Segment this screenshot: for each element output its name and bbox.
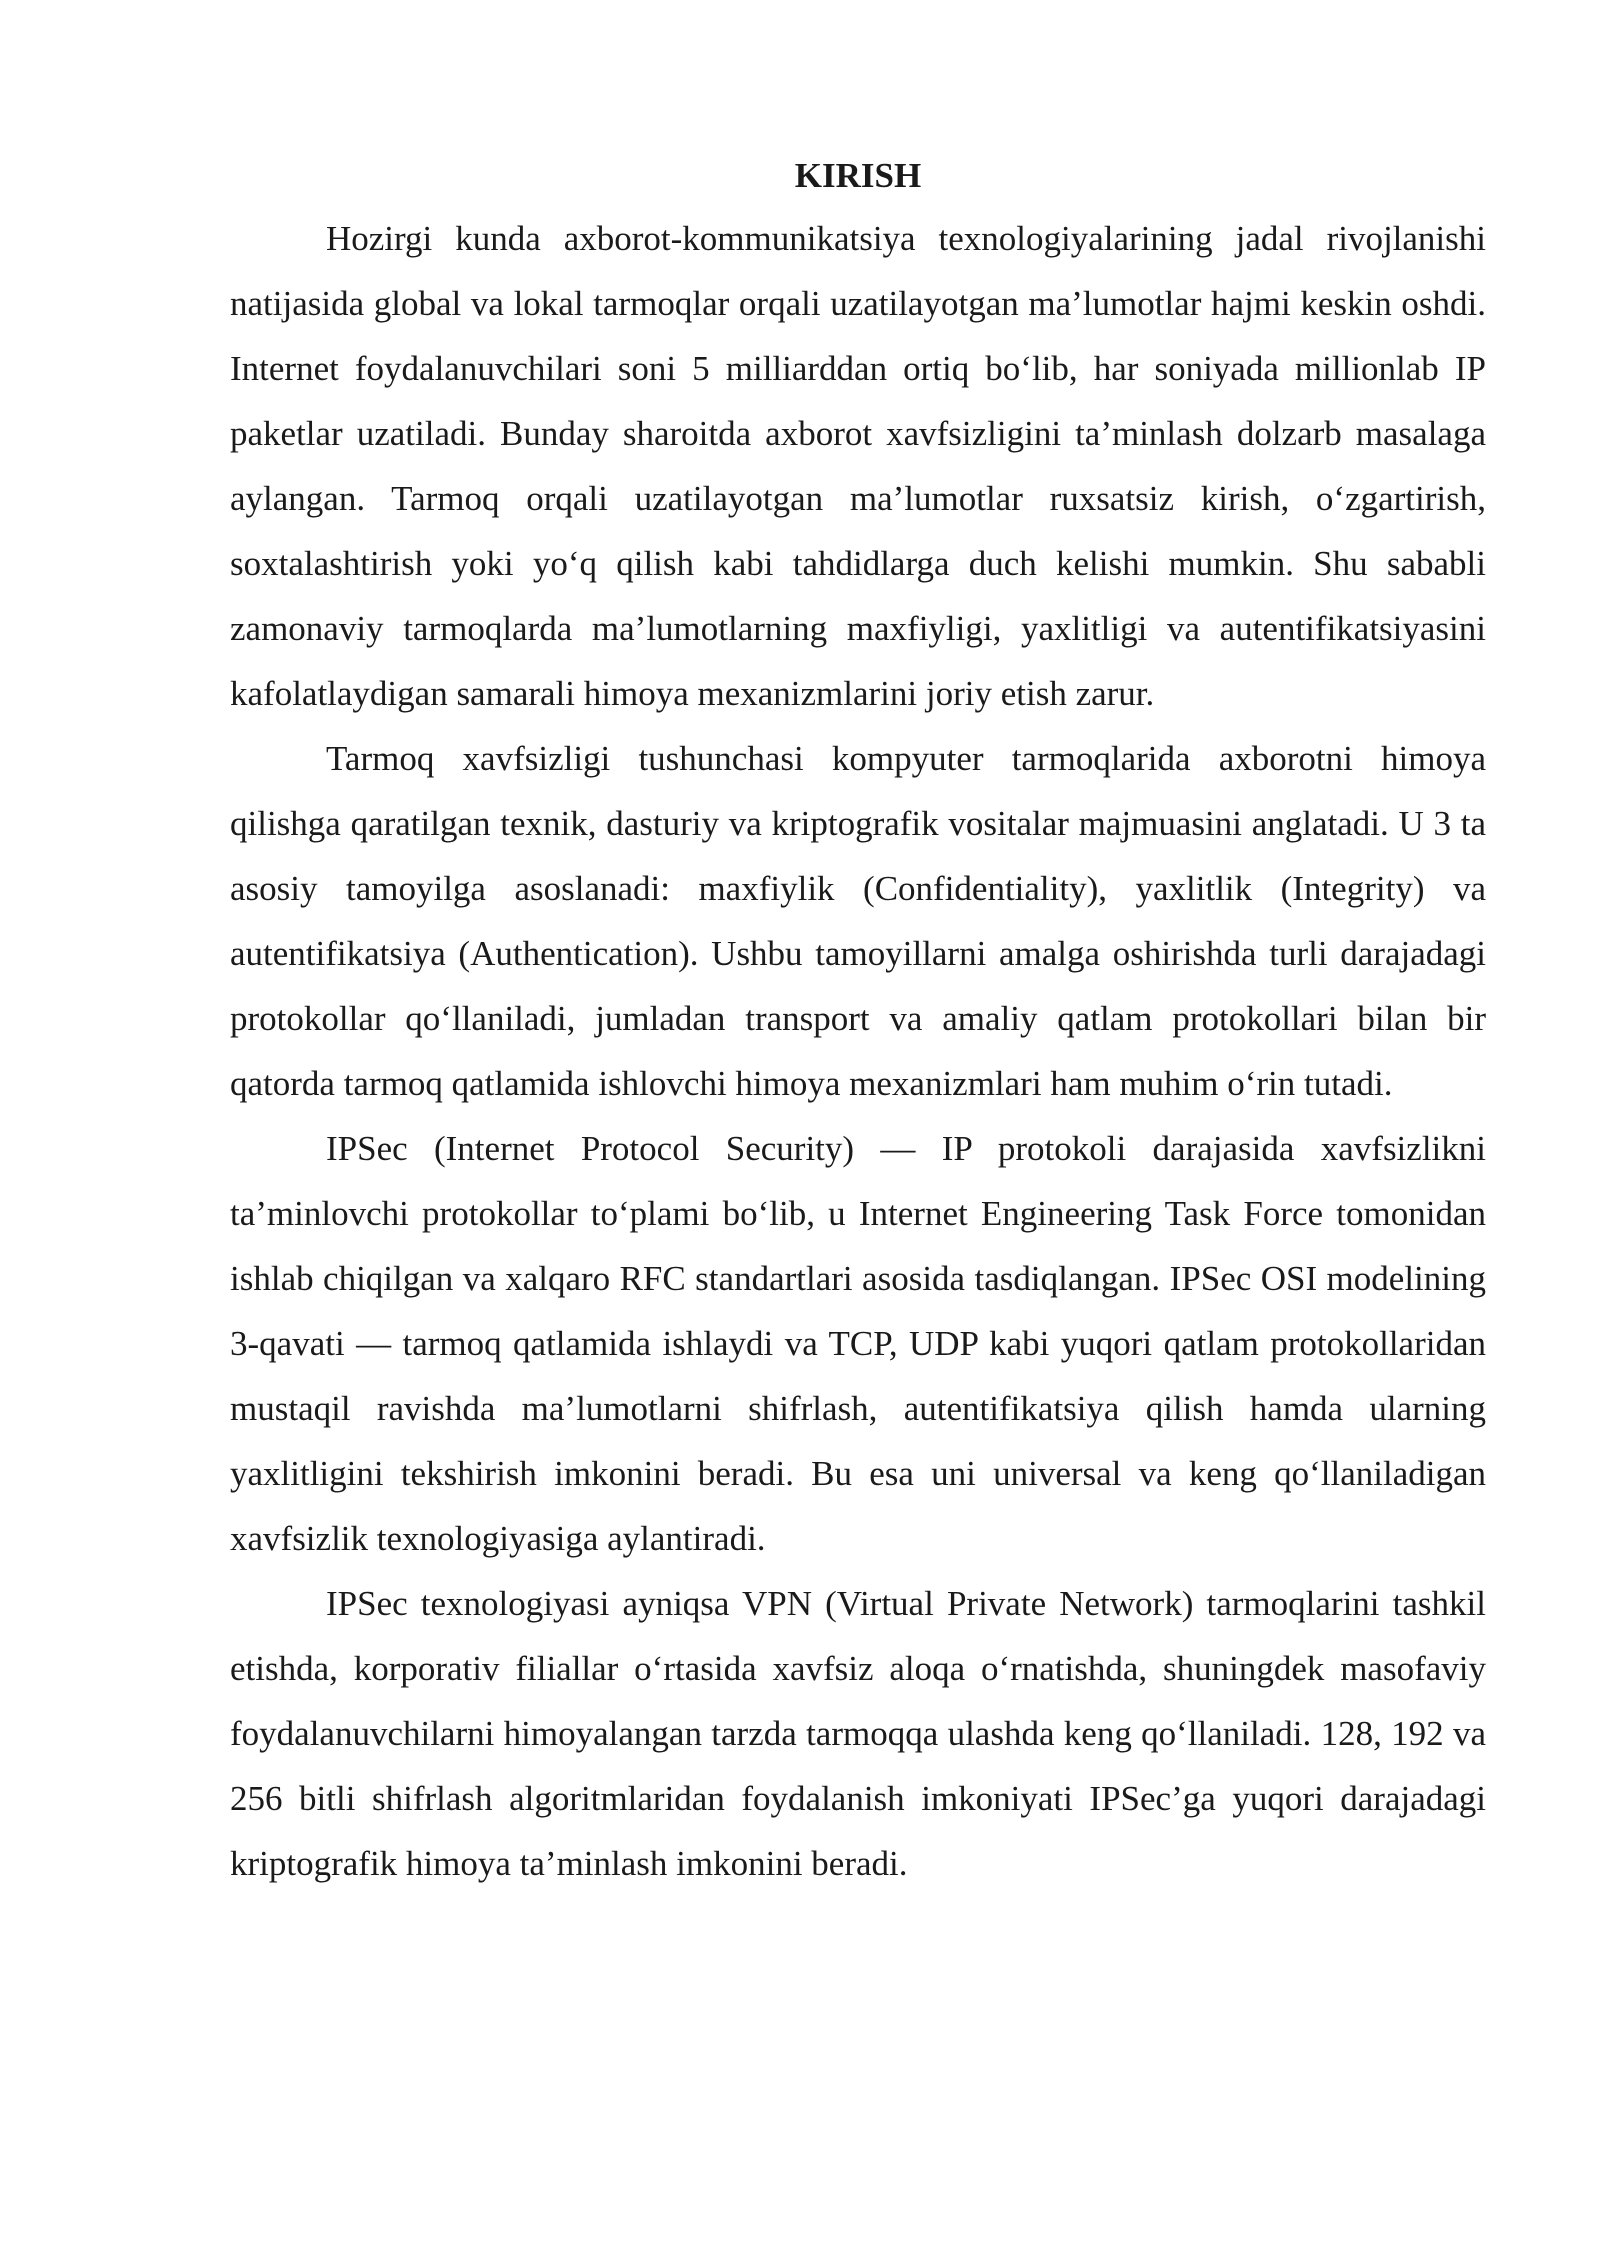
page-title: KIRISH [794, 156, 922, 195]
paragraph-3: IPSec (Internet Protocol Security) — IP protokoli darajasida xavfsizlikni ta’minlovchi protokollar to‘plami bo‘lib, u Internet Engineering Task Force tomonidan ishlab chiqilgan va xalqaro RFC standartlari asosida tasdiqlangan. IPSec OSI modelining 3-qavati — tarmoq qatlamida ishlaydi va TCP, UDP kabi yuqori qatlam protokollaridan mustaqil ravishda ma’lumotlarni shifrlash, autentifikatsiya qilish hamda ularning yaxlitligini tekshirish imkonini beradi. Bu esa uni universal va keng qo‘llaniladigan xavfsizlik texnologiyasiga aylantiradi. [230, 1129, 1486, 1558]
paragraph-1: Hozirgi kunda axborot-kommunikatsiya texnologiyalarining jadal rivojlanishi natijasida global va lokal tarmoqlar orqali uzatilayotgan ma’lumotlar hajmi keskin oshdi. Internet foydalanuvchilari soni 5 milliarddan ortiq bo‘lib, har soniyada millionlab IP paketlar uzatiladi. Bunday sharoitda axborot xavfsizligini ta’minlash dolzarb masalaga aylangan. Tarmoq orqali uzatilayotgan ma’lumotlar ruxsatsiz kirish, o‘zgartirish, soxtalashtirish yoki yo‘q qilish kabi tahdidlarga duch kelishi mumkin. Shu sababli zamonaviy tarmoqlarda ma’lumotlarning maxfiyligi, yaxlitligi va autentifikatsiyasini kafolatlaydigan samarali himoya mexanizmlarini joriy etish zarur. [230, 219, 1486, 713]
paragraph-4: IPSec texnologiyasi ayniqsa VPN (Virtual Private Network) tarmoqlarini tashkil etishda, korporativ filiallar o‘rtasida xavfsiz aloqa o‘rnatishda, shuningdek masofaviy foydalanuvchilarni himoyalangan tarzda tarmoqqa ulashda keng qo‘llaniladi. 128, 192 va 256 bitli shifrlash algoritmlaridan foydalanish imkoniyati IPSec’ga yuqori darajadagi kriptografik himoya ta’minlash imkonini beradi. [230, 1584, 1486, 1883]
document-page [230, 146, 1486, 1896]
paragraph-2: Tarmoq xavfsizligi tushunchasi kompyuter tarmoqlarida axborotni himoya qilishga qaratilgan texnik, dasturiy va kriptografik vositalar majmuasini anglatadi. U 3 ta asosiy tamoyilga asoslanadi: maxfiylik (Confidentiality), yaxlitlik (Integrity) va autentifikatsiya (Authentication). Ushbu tamoyillarni amalga oshirishda turli darajadagi protokollar qo‘llaniladi, jumladan transport va amaliy qatlam protokollari bilan bir qatorda tarmoq qatlamida ishlovchi himoya mexanizmlari ham muhim o‘rin tutadi. [230, 739, 1486, 1103]
